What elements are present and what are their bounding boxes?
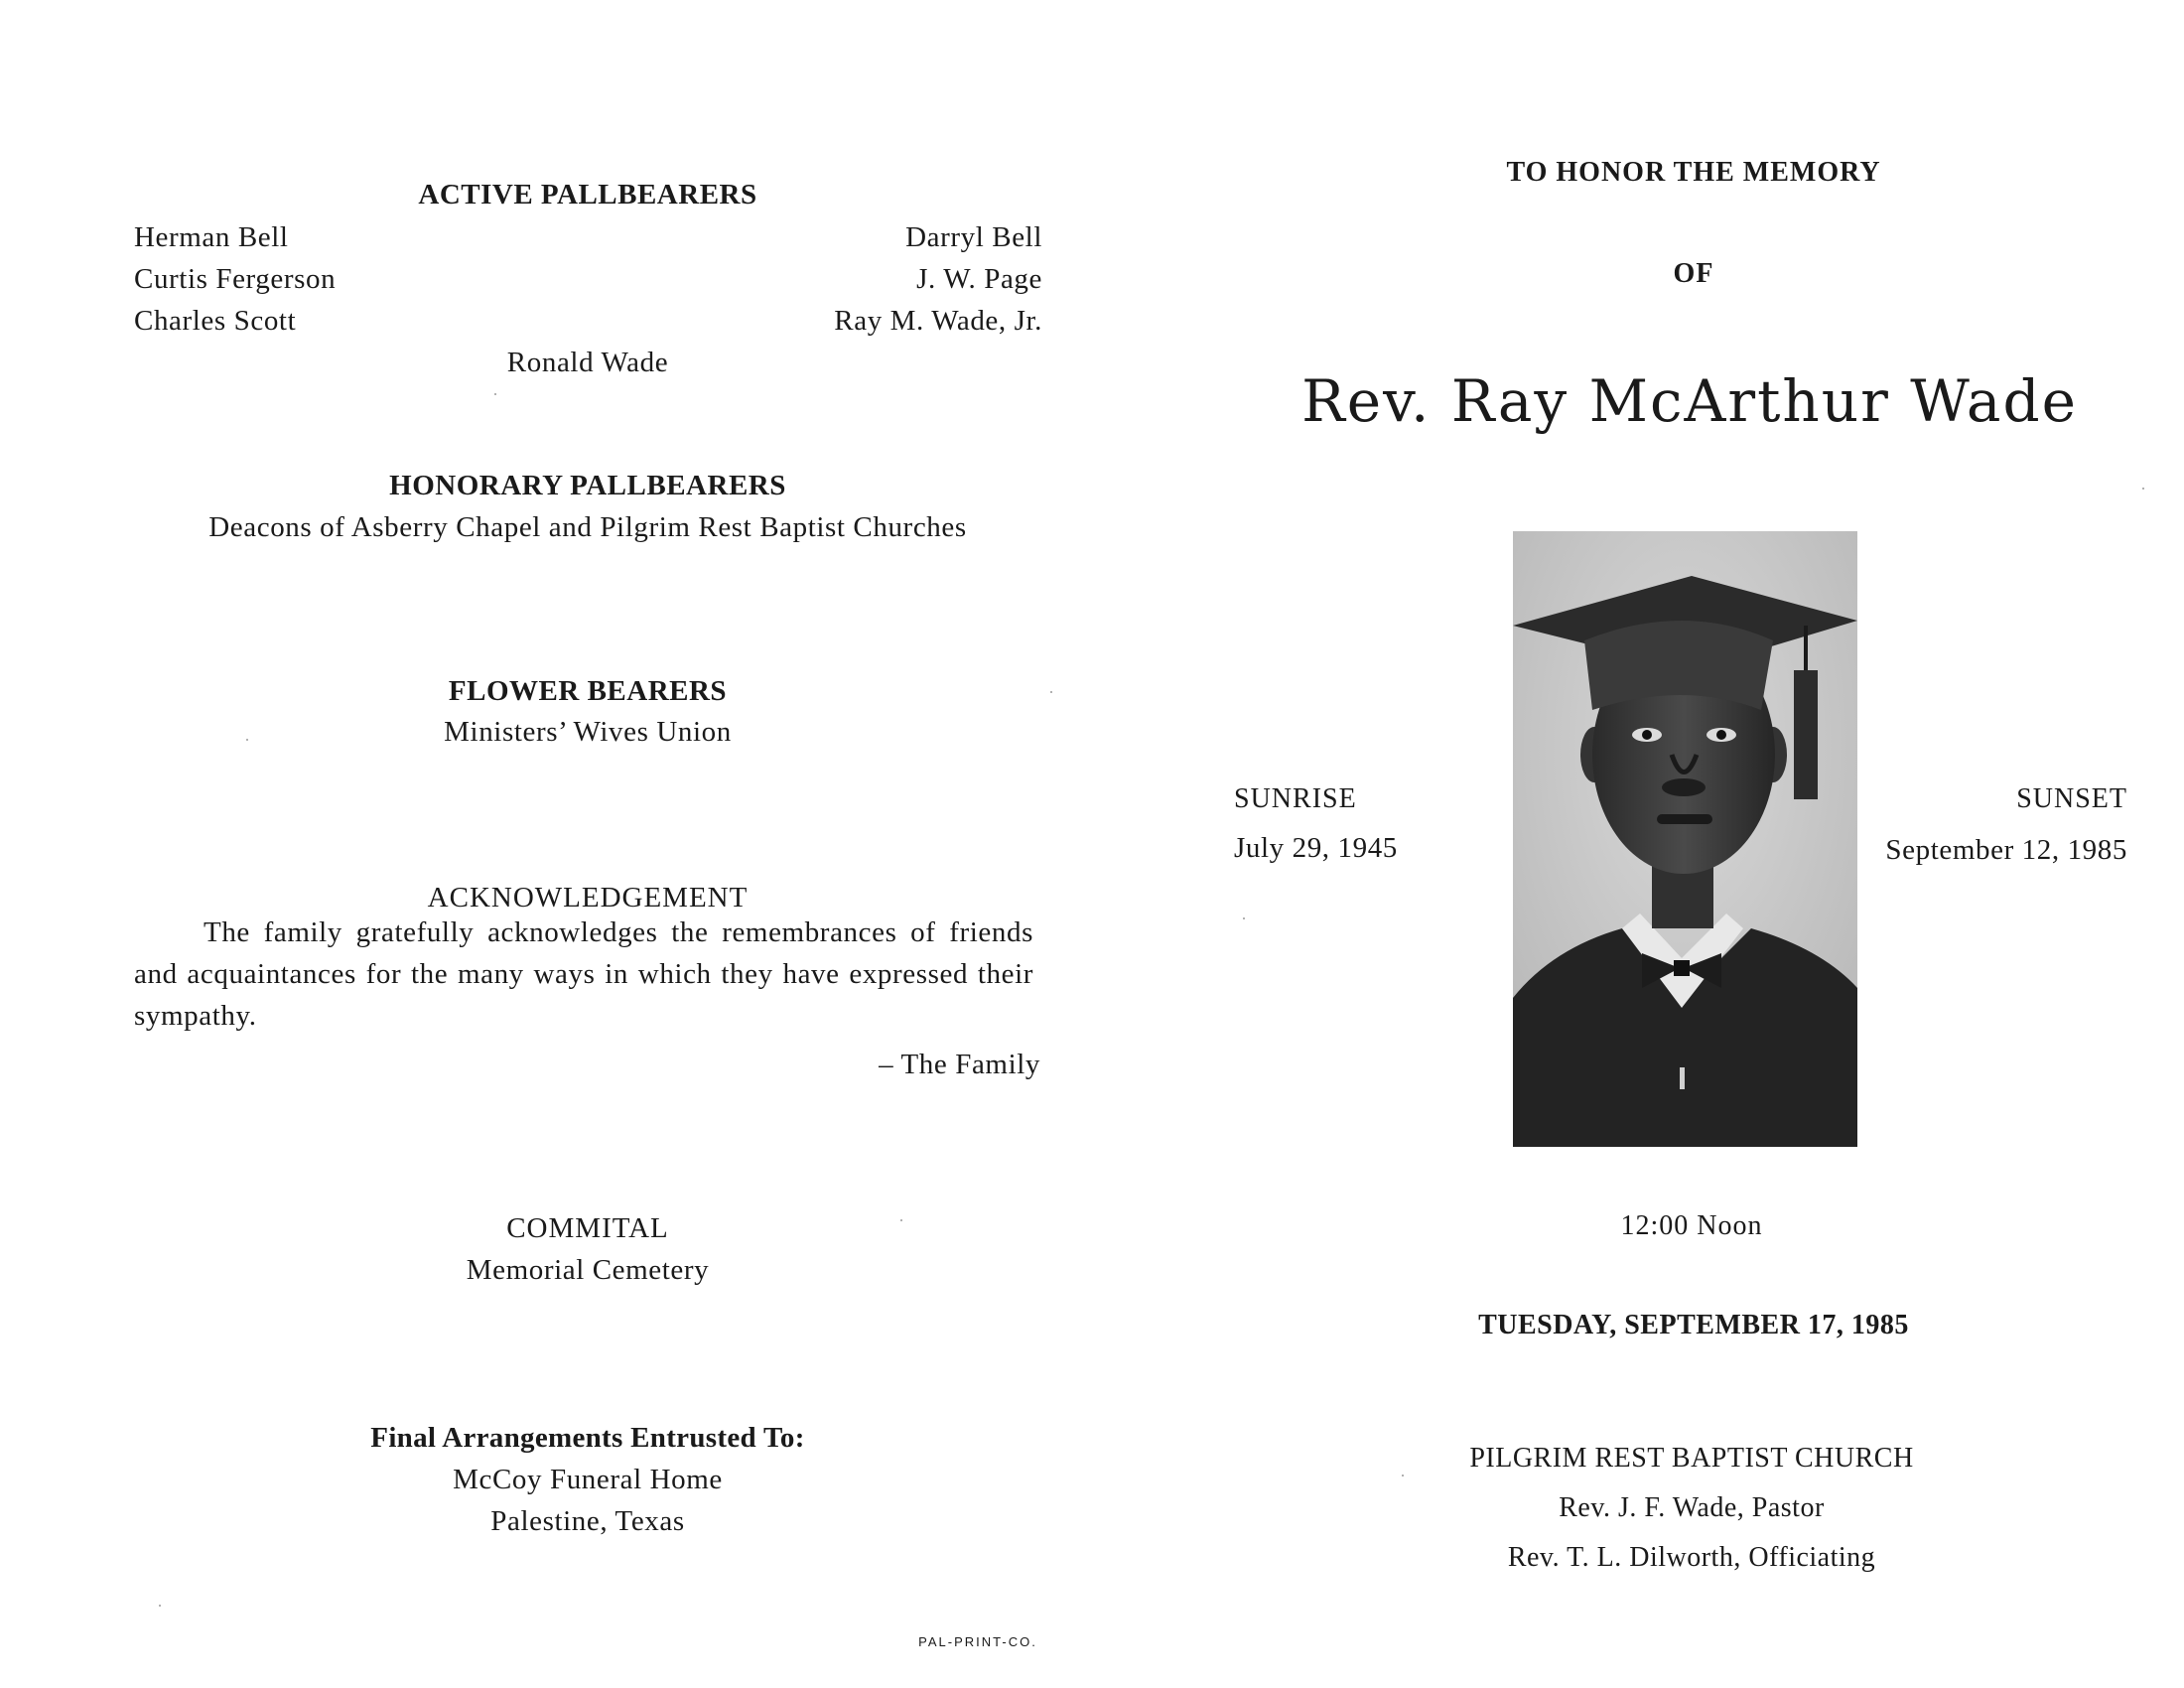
service-time: 12:00 Noon bbox=[1620, 1210, 1763, 1241]
funeral-home-location: Palestine, Texas bbox=[490, 1505, 685, 1537]
pallbearer-name: Herman Bell bbox=[134, 221, 289, 253]
scan-speck bbox=[2142, 488, 2144, 490]
flower-bearers-text: Ministers’ Wives Union bbox=[444, 716, 732, 748]
officiating-line: Rev. T. L. Dilworth, Officiating bbox=[1507, 1542, 1876, 1573]
service-date: TUESDAY, SEPTEMBER 17, 1985 bbox=[1478, 1310, 1909, 1340]
active-pallbearers-left-list bbox=[134, 216, 336, 342]
active-pallbearers-right-list bbox=[834, 216, 1042, 342]
sunrise-label: SUNRISE bbox=[1234, 783, 1357, 814]
funeral-home-name: McCoy Funeral Home bbox=[453, 1464, 723, 1495]
scan-speck bbox=[1243, 917, 1245, 919]
printer-mark: PAL-PRINT-CO. bbox=[918, 1634, 1037, 1649]
acknowledgement-text: The family gratefully acknowledges the remembrances of friends and acquaintances for the many ways in which they have expressed their sympathy. bbox=[134, 916, 1033, 1032]
pastor-line: Rev. J. F. Wade, Pastor bbox=[1559, 1492, 1825, 1523]
pallbearer-name: Darryl Bell bbox=[905, 221, 1042, 253]
sunrise-date: July 29, 1945 bbox=[1234, 832, 1398, 864]
church-name: PILGRIM REST BAPTIST CHURCH bbox=[1469, 1443, 1914, 1474]
sunset-date: September 12, 1985 bbox=[1885, 834, 2127, 866]
honor-heading: TO HONOR THE MEMORY bbox=[1506, 157, 1881, 188]
acknowledgement-heading: ACKNOWLEDGEMENT bbox=[427, 882, 749, 914]
honorary-pallbearers-heading: HONORARY PALLBEARERS bbox=[389, 470, 786, 501]
pallbearer-name: Curtis Fergerson bbox=[134, 263, 337, 295]
commital-text: Memorial Cemetery bbox=[466, 1254, 710, 1286]
pallbearer-name: J. W. Page bbox=[916, 263, 1042, 295]
commital-heading: COMMITAL bbox=[506, 1212, 669, 1244]
pallbearer-name: Charles Scott bbox=[134, 305, 297, 337]
deceased-name: Rev. Ray McArthur Wade bbox=[1301, 367, 2078, 435]
portrait-photo bbox=[1513, 531, 1857, 1147]
scan-speck bbox=[159, 1605, 161, 1607]
scan-speck bbox=[246, 739, 248, 741]
scan-speck bbox=[494, 393, 496, 395]
of-heading: OF bbox=[1673, 258, 1714, 289]
honorary-pallbearers-text: Deacons of Asberry Chapel and Pilgrim Rest Baptist Churches bbox=[208, 511, 967, 543]
pallbearer-name: Ray M. Wade, Jr. bbox=[834, 305, 1042, 337]
scan-speck bbox=[900, 1219, 902, 1221]
acknowledgement-signature: – The Family bbox=[879, 1049, 1040, 1080]
scan-speck bbox=[1402, 1475, 1404, 1477]
graduate-portrait-icon bbox=[1513, 531, 1857, 1147]
arrangements-heading: Final Arrangements Entrusted To: bbox=[370, 1422, 805, 1454]
scan-speck bbox=[1050, 691, 1052, 693]
pallbearer-name-center: Ronald Wade bbox=[506, 347, 669, 378]
sunset-label: SUNSET bbox=[2016, 783, 2127, 814]
flower-bearers-heading: FLOWER BEARERS bbox=[448, 675, 728, 707]
active-pallbearers-heading: ACTIVE PALLBEARERS bbox=[418, 179, 757, 211]
